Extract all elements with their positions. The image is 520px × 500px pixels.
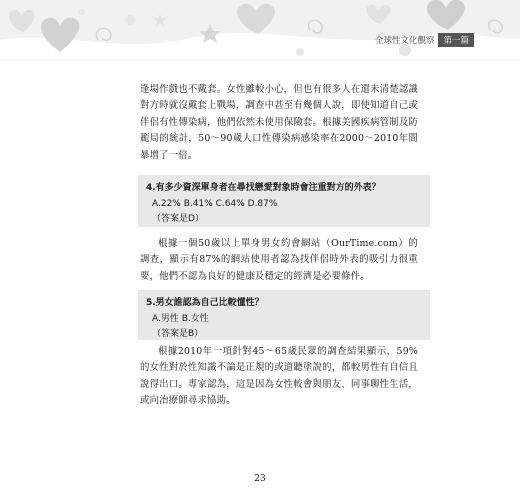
body-paragraph: 根據一個50歲以上單身男女約會網站（OurTime.com）的調查，顯示有87%的網站使用者認為找伴侶時外表的吸引力很重要，他們不認為良好的健康及穩定的經濟是必要條件。 bbox=[140, 238, 418, 282]
running-header bbox=[375, 33, 474, 46]
chapter-tab: 第一篇 bbox=[438, 33, 474, 47]
quiz-box bbox=[138, 290, 430, 340]
quiz-answer: （答案是D） bbox=[152, 214, 204, 224]
page-number: 23 bbox=[254, 474, 266, 484]
body-paragraph: 逢場作戲也不戴套。女性雖較小心，但也有很多人在還未清楚認識對方時就沒戴套上戰場，調查中甚至有幾個人說，即使知道自己或伴侶有性傳染病，他們依然未使用保險套。根據美國疾病管制及防範局的統計，50～90歲人口性傳染病感染率在2000～2010年間暴增了一倍。 bbox=[140, 84, 418, 161]
body-paragraph: 根據2010年一項針對45～65歲民眾的調查結果顯示，59%的女性對於性知識不論是正規的或道聽塗說的，都較男性有自信且說得出口。專家認為，這是因為女性較會與朋友、同事聊性生活，或向治療師尋求協助。 bbox=[140, 346, 418, 407]
quiz-options: A.男性 B.女性 bbox=[152, 313, 209, 324]
quiz-answer: （答案是B） bbox=[152, 329, 204, 339]
quiz-question: 5.男女誰認為自己比較懂性？ bbox=[146, 298, 264, 308]
series-title: 全球性文化觀察 bbox=[374, 35, 435, 46]
quiz-box bbox=[138, 175, 430, 227]
quiz-question: 4.有多少資深單身者在尋找戀愛對象時會注重對方的外表？ bbox=[146, 183, 381, 193]
quiz-options: A.22% B.41% C.64% D.87% bbox=[152, 198, 278, 209]
